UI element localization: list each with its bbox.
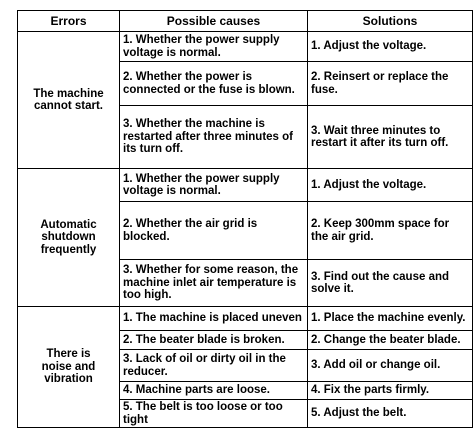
cause-cell: 3. Whether for some reason, the machine inlet air temperature is too high. bbox=[120, 260, 308, 307]
error-cell-noise-vibration bbox=[18, 307, 120, 428]
error-line: The machine bbox=[33, 87, 104, 100]
solution-cell: 3. Add oil or change oil. bbox=[308, 350, 473, 382]
table-row bbox=[18, 307, 473, 331]
error-line: shutdown bbox=[41, 231, 96, 244]
solution-cell: 2. Change the beater blade. bbox=[308, 331, 473, 350]
cause-cell: 2. Whether the power is connected or the fuse is blown. bbox=[120, 62, 308, 106]
header-row bbox=[18, 11, 473, 32]
error-line: noise and bbox=[41, 360, 96, 373]
solution-cell: 1. Adjust the voltage. bbox=[308, 32, 473, 62]
solution-cell: 4. Fix the parts firmly. bbox=[308, 382, 473, 400]
solution-cell: 2. Reinsert or replace the fuse. bbox=[308, 62, 473, 106]
cause-cell: 3. Lack of oil or dirty oil in the reducer. bbox=[120, 350, 308, 382]
solution-cell: 2. Keep 300mm space for the air grid. bbox=[308, 202, 473, 260]
solution-cell: 5. Adjust the belt. bbox=[308, 400, 473, 428]
error-line: There is bbox=[46, 348, 91, 361]
table-row bbox=[18, 32, 473, 62]
solution-cell: 1. Place the machine evenly. bbox=[308, 307, 473, 331]
solution-cell: 1. Adjust the voltage. bbox=[308, 169, 473, 202]
solution-cell: 3. Find out the cause and solve it. bbox=[308, 260, 473, 307]
cause-cell: 2. Whether the air grid is blocked. bbox=[120, 202, 308, 260]
error-line: Automatic bbox=[40, 218, 97, 231]
solution-cell: 3. Wait three minutes to restart it after its turn off. bbox=[308, 106, 473, 169]
header-solutions: Solutions bbox=[308, 11, 473, 32]
header-possible-causes: Possible causes bbox=[120, 11, 308, 32]
error-cell-cannot-start bbox=[18, 32, 120, 169]
cause-cell: 1. Whether the power supply voltage is normal. bbox=[120, 169, 308, 202]
cause-cell: 1. Whether the power supply voltage is normal. bbox=[120, 32, 308, 62]
cause-cell: 4. Machine parts are loose. bbox=[120, 382, 308, 400]
error-line: vibration bbox=[44, 373, 93, 386]
cause-cell: 1. The machine is placed uneven bbox=[120, 307, 308, 331]
error-line: cannot start. bbox=[33, 100, 103, 112]
header-errors: Errors bbox=[18, 11, 120, 32]
cause-cell: 2. The beater blade is broken. bbox=[120, 331, 308, 350]
table-row bbox=[18, 169, 473, 202]
error-cell-automatic-shutdown bbox=[18, 169, 120, 307]
error-line: frequently bbox=[40, 243, 97, 256]
cause-cell: 5. The belt is too loose or too tight bbox=[120, 400, 308, 428]
troubleshooting-table bbox=[17, 10, 473, 428]
cause-cell: 3. Whether the machine is restarted after three minutes of its turn off. bbox=[120, 106, 308, 169]
